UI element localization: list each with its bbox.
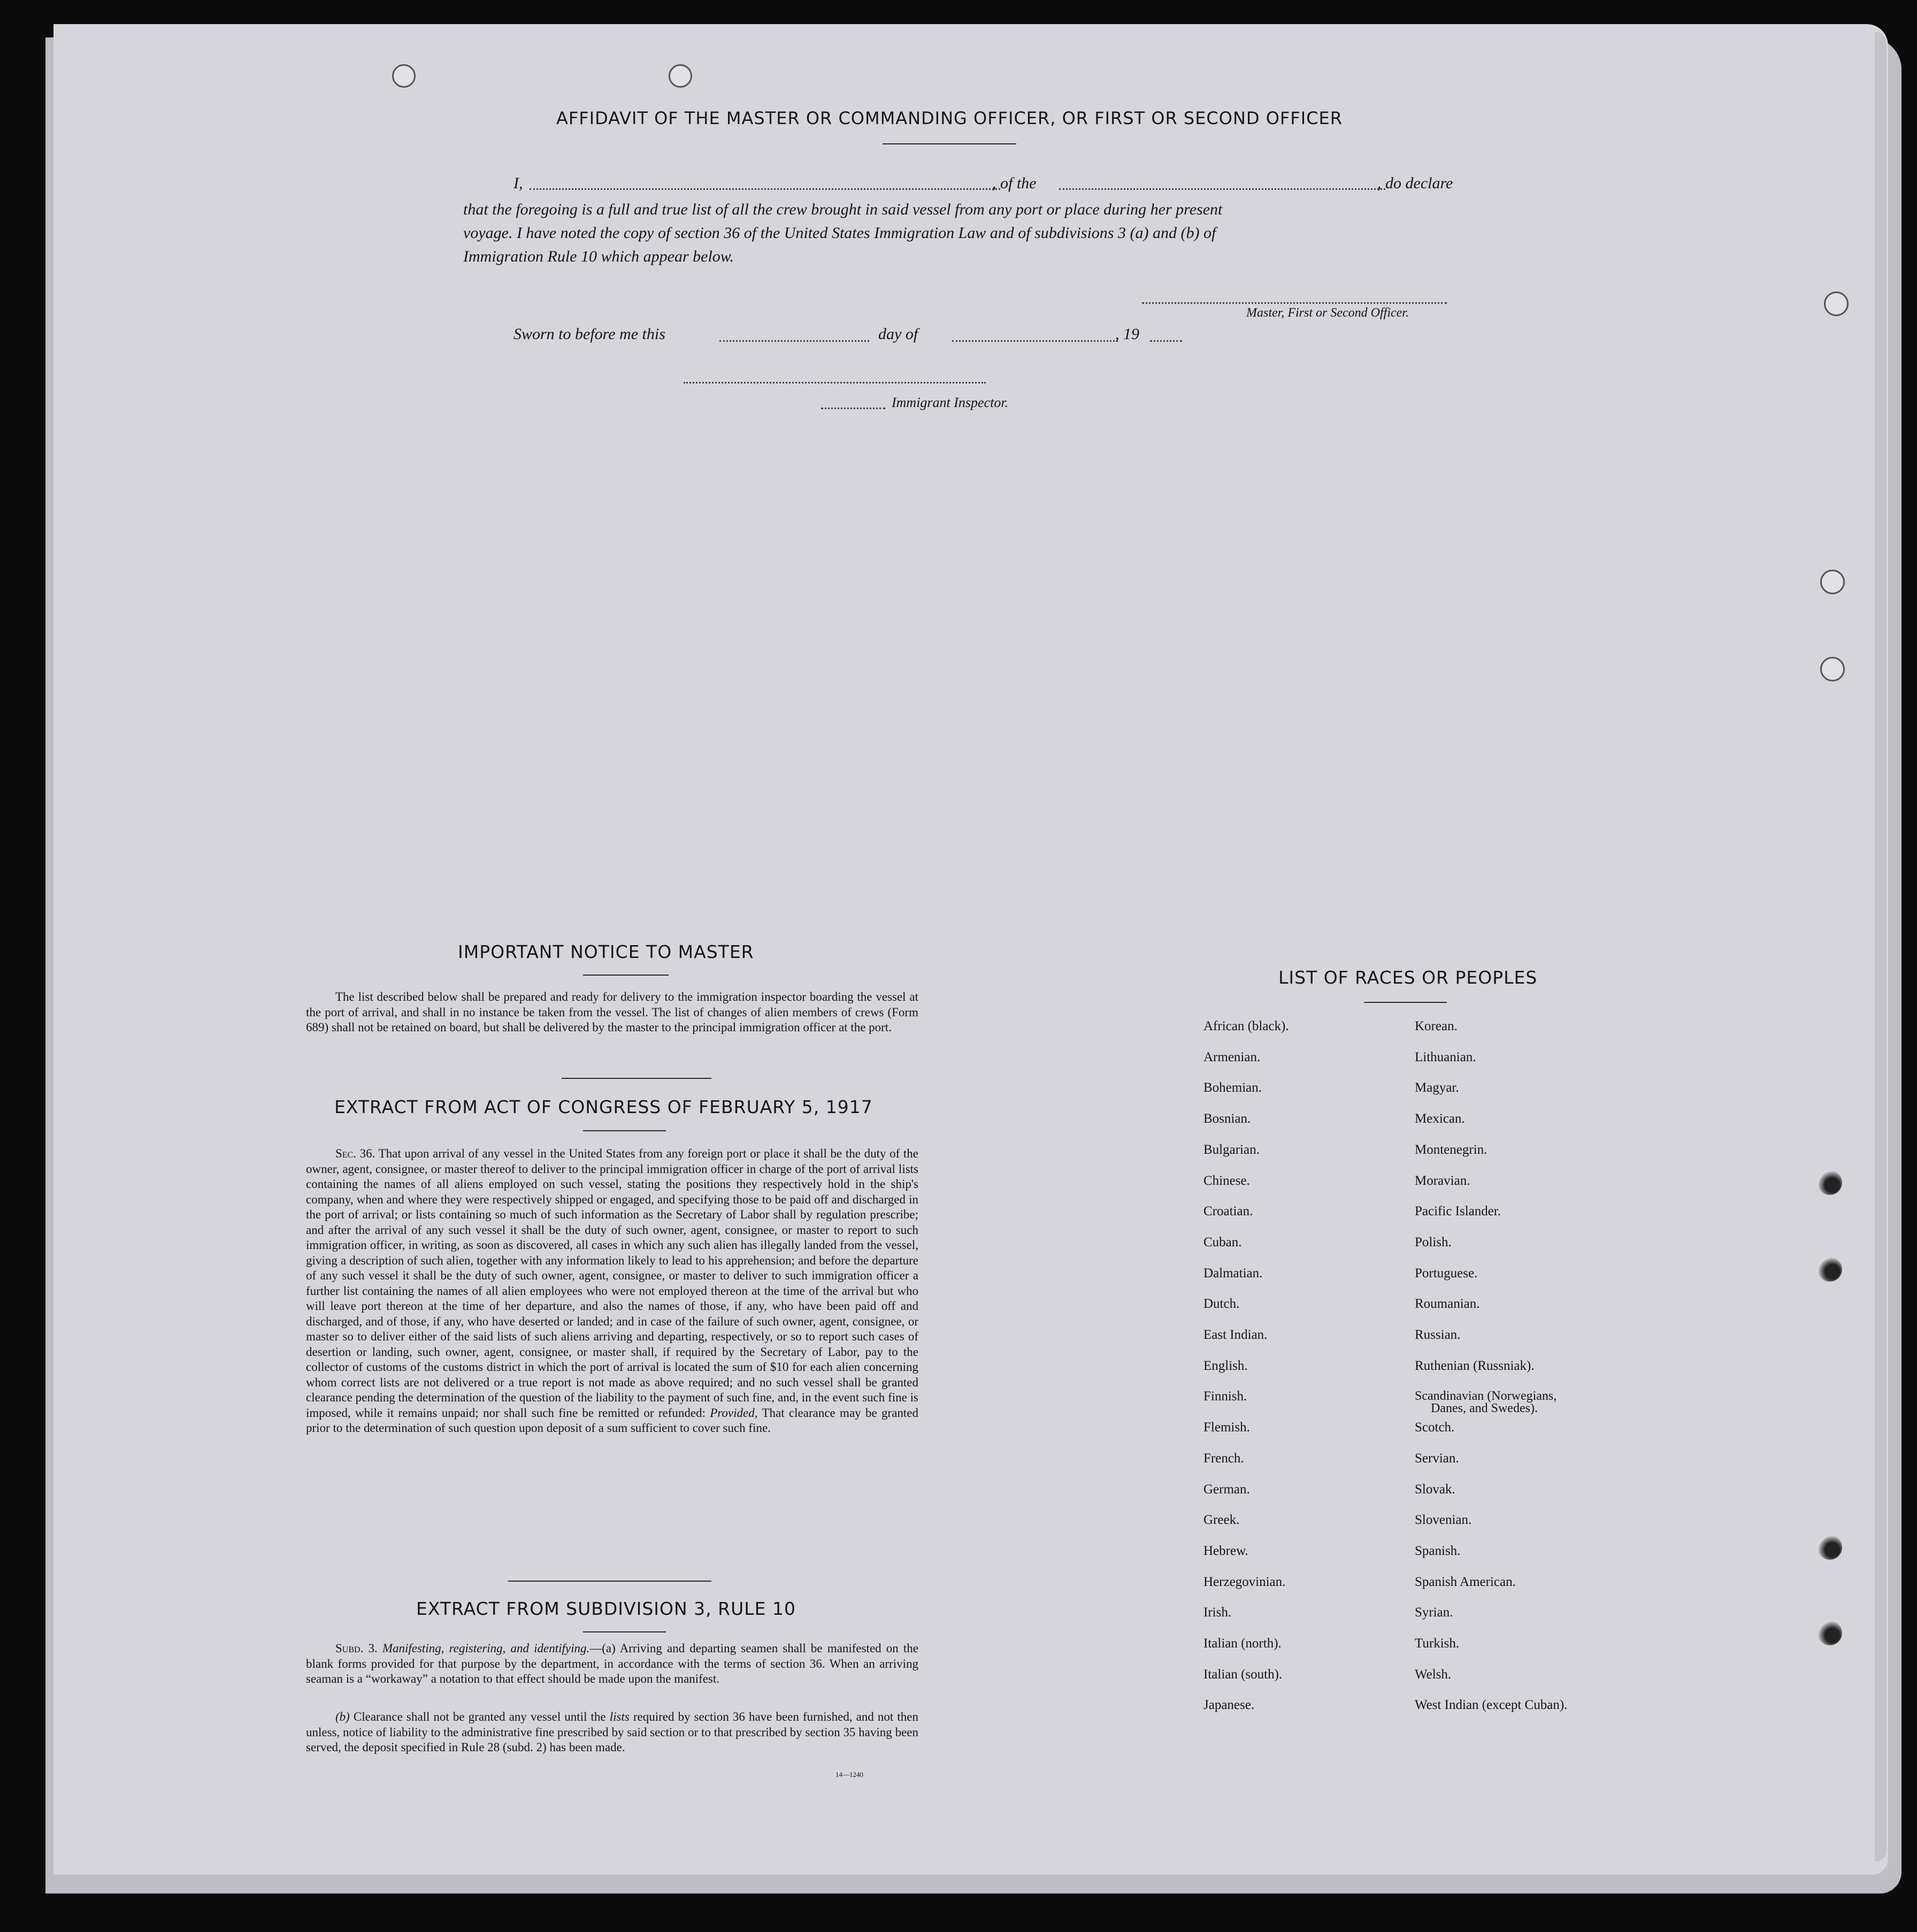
page-edge — [1875, 32, 1887, 1861]
divider — [583, 1631, 666, 1632]
punch-hole — [669, 64, 692, 88]
of-the-label: , of the — [992, 174, 1037, 192]
sworn-label: Sworn to before me this — [513, 325, 665, 343]
race-item: Dutch. — [1203, 1297, 1240, 1312]
race-item: Bosnian. — [1203, 1111, 1251, 1126]
race-item: Flemish. — [1203, 1420, 1250, 1435]
sworn-year-field[interactable] — [1150, 340, 1182, 342]
declaration-line-2: voyage. I have noted the copy of section 36 of the United States Immigration Law and of subdivisions 3 (a) and (b) of — [463, 224, 1216, 242]
race-item: Cuban. — [1203, 1235, 1242, 1249]
section-36-text — [306, 1146, 918, 1436]
subd-heading: Manifesting, registering, and identifying. — [382, 1642, 590, 1655]
race-item: Chinese. — [1203, 1173, 1250, 1188]
declarant-label: I, — [513, 174, 523, 192]
master-signature-label: Master, First or Second Officer. — [1246, 306, 1409, 320]
divider — [562, 1078, 711, 1079]
sworn-month-field[interactable] — [952, 340, 1118, 342]
race-item: Portuguese. — [1415, 1266, 1478, 1281]
day-of-label: day of — [878, 325, 918, 343]
race-item: Italian (north). — [1203, 1636, 1282, 1651]
divider — [583, 1130, 666, 1131]
subd-b-body-2: required by section 36 have been furnished, and not then unless, notice of liability to the administrative fine prescribed by said section or to that prescribed by section 35 having been served, the deposit specified in Rule 28 (subd. 2) has been made. — [306, 1710, 919, 1754]
declaration-line-1: that the foregoing is a full and true list of all the crew brought in said vessel from any port or place during her present — [463, 201, 1223, 218]
race-item: Italian (south). — [1203, 1667, 1283, 1682]
section-body: That upon arrival of any vessel in the United States from any foreign port or place it shall be the duty of the owner, agent, consignee, or master thereof to deliver to the principal immigration officer in charge of the port of arrival lists containing the names of all aliens employed on such vessel, stating the positions they respectively hold in the ship's company, when and where they were respectively shipped or engaged, and specifying those to be paid off and discharged in the port of arrival; or lists containing so much of such information as the Secretary of Labor shall by regulation prescribe; and after the arrival of any such vessel it shall be the duty of such owner, agent, consignee, or master to report to such immigration officer, in writing, as soon as discovered, all cases in which any such alien has illegally landed from the vessel, giving a description of such alien, together with any information likely to lead to his apprehension; and before the departure of any such vessel it shall be the duty of such owner, agent, consignee, or master to deliver to such immigration officer a further list containing the names of all alien employees who were not employed thereon at the time of the arrival but who will leave port thereon at the time of her departure, and also the names of those, if any, who have been paid off and discharged, and of those, if any, who have deserted or landed; and in case of the failure of such owner, agent, consignee, or master so to deliver either of the said lists of such aliens arriving and departing, respectively, or so to report such cases of desertion or landing, such owner, agent, consignee, or master shall, if required by the Secretary of Labor, pay to the collector of customs of the customs district in which the port of arrival is located the sum of $10 for each alien concerning whom correct lists are not delivered or a true report is not made as above required; and no such vessel shall be granted clearance pending the determination of the question of the liability to the payment of such fine, and, in the event such fine is imposed, while it remains unpaid; nor shall such fine be remitted or refunded: — [306, 1147, 918, 1420]
divider — [883, 143, 1016, 144]
punch-hole — [1820, 570, 1845, 594]
race-item: Scotch. — [1415, 1420, 1455, 1435]
vessel-name-field[interactable] — [1059, 188, 1385, 190]
race-item: Herzegovinian. — [1203, 1574, 1286, 1589]
race-item: African (black). — [1203, 1019, 1289, 1033]
race-item: Welsh. — [1415, 1667, 1452, 1682]
race-item: East Indian. — [1203, 1328, 1268, 1342]
punch-hole — [1818, 1621, 1842, 1645]
punch-hole — [392, 64, 416, 88]
race-item: Hebrew. — [1203, 1543, 1248, 1558]
subd-label: Subd. 3. — [335, 1642, 378, 1655]
race-item: Bohemian. — [1203, 1080, 1262, 1095]
race-item: Moravian. — [1415, 1173, 1470, 1188]
race-item: Finnish. — [1203, 1389, 1247, 1404]
race-item: French. — [1203, 1451, 1244, 1466]
race-item: Ruthenian (Russniak). — [1415, 1358, 1535, 1373]
race-item: German. — [1203, 1482, 1250, 1497]
notice-title: IMPORTANT NOTICE TO MASTER — [458, 941, 754, 962]
race-item: Japanese. — [1203, 1698, 1255, 1713]
race-item: Irish. — [1203, 1605, 1232, 1620]
race-item: West Indian (except Cuban). — [1415, 1698, 1568, 1713]
race-item: Servian. — [1415, 1451, 1459, 1466]
punch-hole — [1824, 292, 1849, 316]
do-declare-label: , do declare — [1377, 174, 1453, 192]
race-item: Lithuanian. — [1415, 1049, 1476, 1064]
race-item: Armenian. — [1203, 1049, 1261, 1064]
race-item: Spanish. — [1415, 1543, 1461, 1558]
declarant-name-field[interactable] — [530, 188, 1000, 190]
punch-hole — [1818, 1257, 1842, 1282]
provided-label: Provided, — [710, 1406, 758, 1420]
act-title: EXTRACT FROM ACT OF CONGRESS OF FEBRUARY 5, 1917 — [334, 1097, 873, 1117]
race-item: Korean. — [1415, 1019, 1458, 1033]
form-page — [53, 24, 1888, 1875]
race-item: Croatian. — [1203, 1204, 1253, 1219]
race-item: Pacific Islander. — [1415, 1204, 1501, 1219]
race-item: Polish. — [1415, 1235, 1452, 1249]
subdivision-b-text — [306, 1709, 918, 1755]
race-item: Turkish. — [1415, 1636, 1460, 1651]
notice-text: The list described below shall be prepared and ready for delivery to the immigration inspector boarding the vessel at the port of arrival, and shall in no instance be taken from the vessel. The list of changes of alien members of crews (Form 689) shall not be retained on board, but shall be delivered by the master to the principal immigration officer at the port. — [306, 990, 918, 1034]
race-item: Montenegrin. — [1415, 1142, 1487, 1157]
race-item: Roumanian. — [1415, 1297, 1480, 1312]
punch-hole — [1820, 657, 1845, 681]
subd-b-body-1: Clearance shall not be granted any vessel until the — [353, 1710, 606, 1723]
race-item: Mexican. — [1415, 1111, 1465, 1126]
subd-b-label: (b) — [335, 1710, 350, 1723]
race-item: English. — [1203, 1358, 1248, 1373]
inspector-dots — [821, 408, 885, 409]
race-item: Russian. — [1415, 1328, 1461, 1342]
divider — [508, 1581, 711, 1582]
subd-b-lists: lists — [609, 1710, 630, 1723]
race-item: Slovenian. — [1415, 1513, 1472, 1528]
inspector-label: Immigrant Inspector. — [892, 395, 1009, 410]
inspector-signature-field[interactable] — [684, 382, 986, 384]
section-body-end: That clearance may be granted prior to the determination of such question upon deposit of a sum sufficient to cover such fine. — [306, 1406, 918, 1435]
race-item: Scandinavian (Norwegians, — [1415, 1389, 1557, 1404]
declaration-line-3: Immigration Rule 10 which appear below. — [463, 248, 734, 265]
subd-a-body: Arriving and departing seamen shall be manifested on the blank forms provided for that purpose by the department, in accordance with the terms of section 36. When an arriving seaman is a “workaway” a notation to that effect should be made upon the manifest. — [306, 1642, 918, 1685]
race-item: Syrian. — [1415, 1605, 1453, 1620]
master-signature-field[interactable] — [1142, 302, 1447, 304]
race-item: Magyar. — [1415, 1080, 1459, 1095]
race-item: Danes, and Swedes). — [1431, 1401, 1538, 1416]
race-item: Greek. — [1203, 1513, 1240, 1528]
divider — [1364, 1002, 1447, 1003]
year-label: , 19 — [1115, 325, 1139, 343]
punch-hole — [1818, 1170, 1842, 1195]
race-item: Dalmatian. — [1203, 1266, 1263, 1281]
race-item: Spanish American. — [1415, 1574, 1516, 1589]
subd-a-label: —(a) — [589, 1642, 616, 1655]
affidavit-title: AFFIDAVIT OF THE MASTER OR COMMANDING OFFICER, OR FIRST OR SECOND OFFICER — [556, 108, 1343, 128]
punch-hole — [1818, 1535, 1842, 1560]
divider — [583, 975, 669, 976]
rule-title: EXTRACT FROM SUBDIVISION 3, RULE 10 — [416, 1598, 796, 1619]
sworn-day-field[interactable] — [719, 340, 869, 342]
race-item: Slovak. — [1415, 1482, 1455, 1497]
form-number: 14—1240 — [835, 1770, 863, 1778]
races-title: LIST OF RACES OR PEOPLES — [1278, 967, 1538, 988]
subdivision-a-text — [306, 1641, 918, 1687]
race-item: Bulgarian. — [1203, 1142, 1260, 1157]
section-label: Sec. 36. — [335, 1147, 375, 1160]
